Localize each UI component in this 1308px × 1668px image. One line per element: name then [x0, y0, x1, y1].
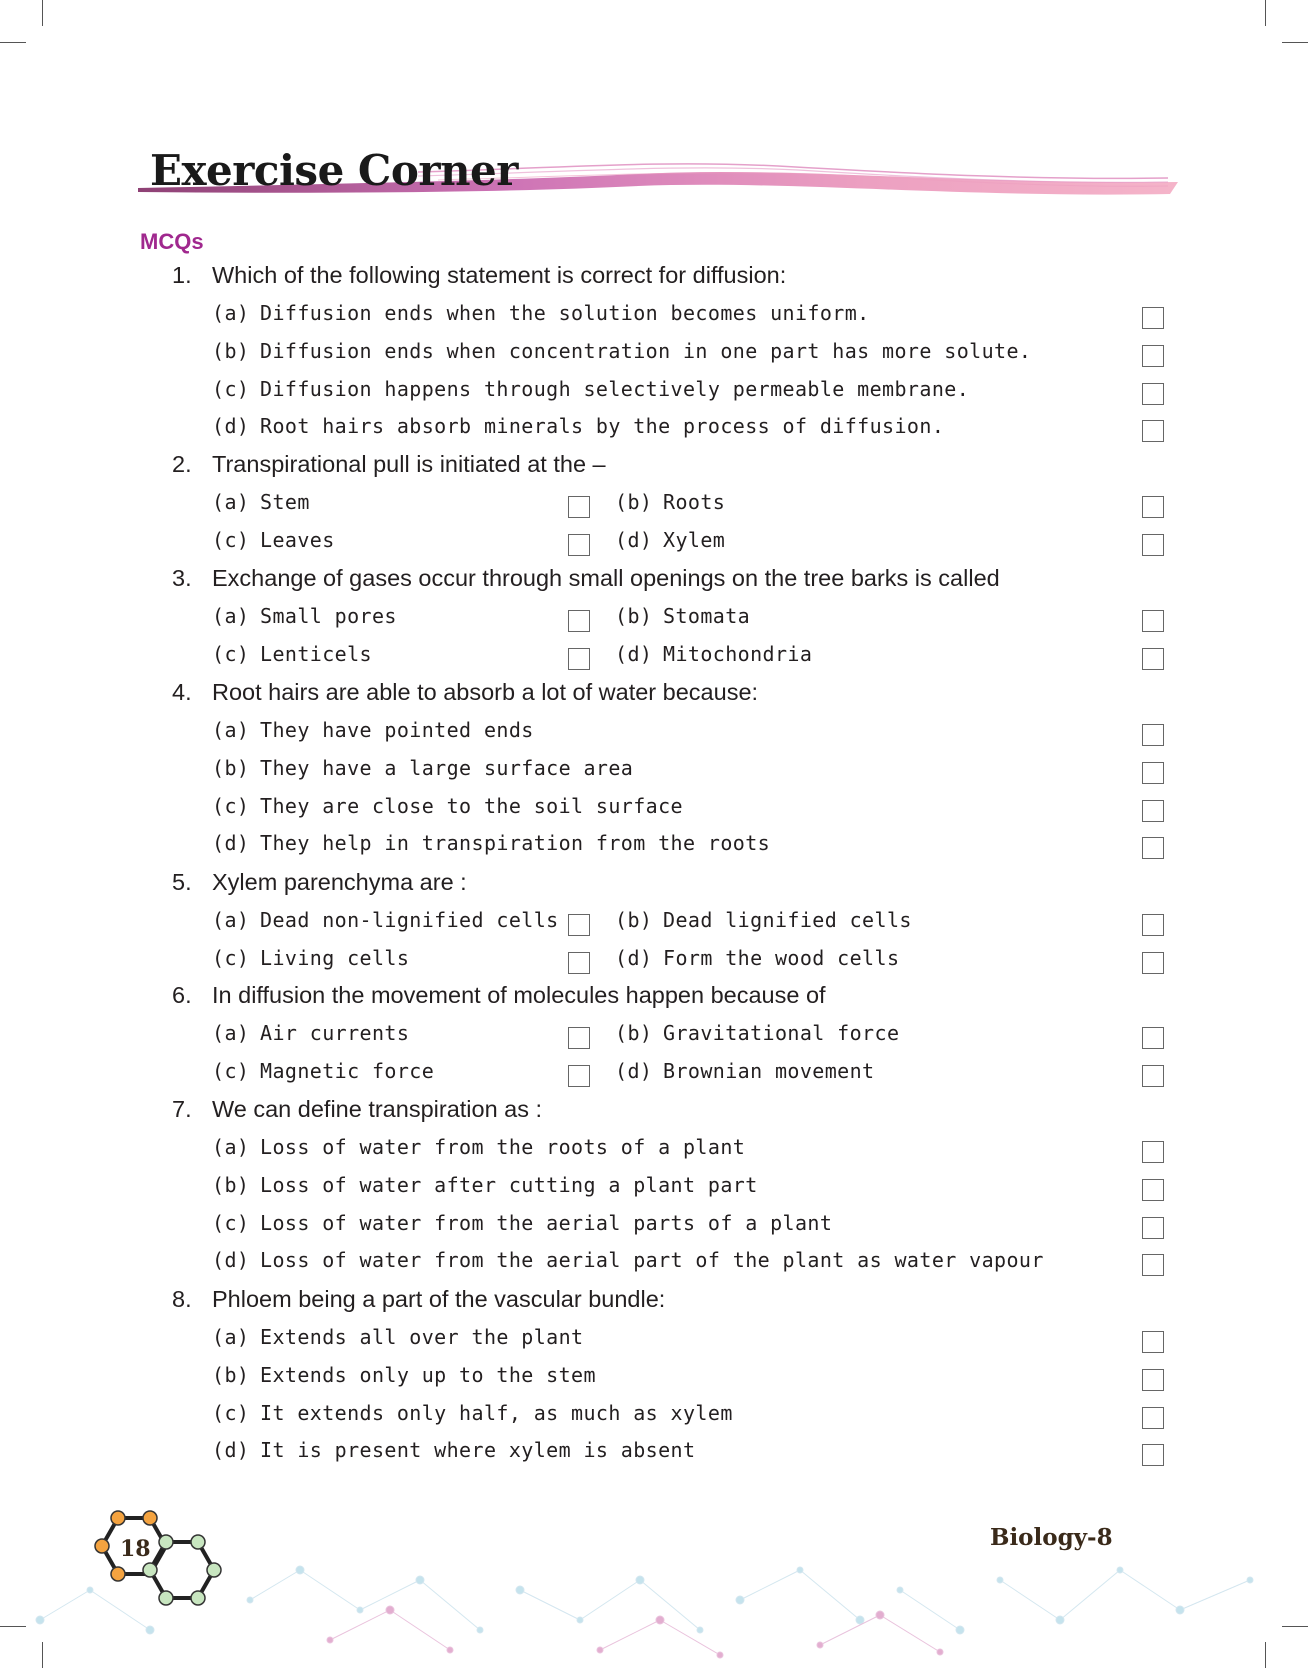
option-text: Dead non-lignified cells	[260, 908, 559, 932]
answer-checkbox[interactable]	[1142, 724, 1164, 746]
option-1-b	[212, 339, 1031, 363]
option-label: (c)	[212, 641, 250, 666]
option-text: Form the wood cells	[663, 945, 900, 970]
crop-mark	[1265, 0, 1266, 26]
option-label: (c)	[212, 376, 250, 401]
option-label: (c)	[212, 1400, 250, 1425]
option-7-b	[212, 1173, 758, 1197]
option-2-c	[212, 528, 335, 552]
option-text: They have a large surface area	[260, 755, 634, 780]
option-label: (d)	[212, 1248, 250, 1273]
option-label: (d)	[615, 527, 653, 552]
answer-checkbox[interactable]	[1142, 1065, 1164, 1087]
answer-checkbox[interactable]	[1142, 345, 1164, 367]
option-text: Leaves	[260, 527, 335, 552]
option-text: It is present where xylem is absent	[260, 1438, 696, 1463]
option-label: (a)	[212, 1325, 250, 1349]
option-label: (a)	[212, 604, 250, 628]
question-number: 5.	[172, 869, 192, 895]
option-label: (b)	[212, 755, 250, 780]
option-label: (d)	[212, 414, 250, 439]
title-banner	[138, 140, 1178, 210]
option-text: Roots	[663, 490, 726, 514]
option-label: (b)	[212, 1172, 250, 1197]
option-text: Extends only up to the stem	[260, 1362, 596, 1387]
answer-checkbox[interactable]	[568, 1065, 590, 1087]
option-text: Brownian movement	[663, 1058, 875, 1083]
option-6-b	[615, 1021, 899, 1045]
option-1-d	[212, 414, 944, 438]
question-7	[172, 1096, 542, 1123]
crop-mark	[1282, 42, 1308, 43]
option-text: Loss of water after cutting a plant part	[260, 1172, 758, 1197]
page-title: Exercise Corner	[150, 146, 518, 195]
option-text: Loss of water from the roots of a plant	[260, 1135, 746, 1159]
option-label: (d)	[615, 1058, 653, 1083]
option-4-b	[212, 756, 633, 780]
option-label: (c)	[212, 1058, 250, 1083]
option-label: (d)	[212, 1438, 250, 1463]
answer-checkbox[interactable]	[568, 648, 590, 670]
answer-checkbox[interactable]	[1142, 307, 1164, 329]
answer-checkbox[interactable]	[1142, 1141, 1164, 1163]
option-text: They have pointed ends	[260, 718, 534, 742]
option-7-a	[212, 1135, 745, 1159]
question-text: In diffusion the movement of molecules happen because of	[212, 982, 826, 1008]
answer-checkbox[interactable]	[1142, 800, 1164, 822]
question-text: Phloem being a part of the vascular bundle:	[212, 1286, 666, 1312]
option-5-c	[212, 946, 409, 970]
option-text: Magnetic force	[260, 1058, 435, 1083]
option-4-d	[212, 831, 770, 855]
option-4-a	[212, 718, 534, 742]
option-3-c	[212, 642, 372, 666]
answer-checkbox[interactable]	[1142, 1369, 1164, 1391]
page-number: 18	[120, 1536, 151, 1562]
answer-checkbox[interactable]	[1142, 648, 1164, 670]
answer-checkbox[interactable]	[1142, 1407, 1164, 1429]
answer-checkbox[interactable]	[568, 1027, 590, 1049]
option-label: (c)	[212, 1210, 250, 1235]
option-label: (b)	[212, 1362, 250, 1387]
option-8-b	[212, 1363, 596, 1387]
question-number: 2.	[172, 451, 192, 477]
option-text: Loss of water from the aerial part of the plant as water vapour	[260, 1248, 1044, 1273]
crop-mark	[0, 42, 26, 43]
option-1-a	[212, 301, 870, 325]
option-text: Mitochondria	[663, 641, 813, 666]
option-label: (a)	[212, 1135, 250, 1159]
hexagon-molecule-icon	[90, 1498, 240, 1608]
option-text: Living cells	[260, 945, 410, 970]
option-label: (d)	[615, 945, 653, 970]
answer-checkbox[interactable]	[1142, 1217, 1164, 1239]
option-label: (d)	[212, 831, 250, 856]
answer-checkbox[interactable]	[568, 914, 590, 936]
question-1	[172, 262, 786, 289]
answer-checkbox[interactable]	[1142, 914, 1164, 936]
answer-checkbox[interactable]	[1142, 1254, 1164, 1276]
question-number: 3.	[172, 565, 192, 591]
option-label: (c)	[212, 945, 250, 970]
option-label: (a)	[212, 718, 250, 742]
answer-checkbox[interactable]	[1142, 952, 1164, 974]
answer-checkbox[interactable]	[1142, 420, 1164, 442]
option-label: (b)	[212, 338, 250, 363]
option-label: (a)	[212, 908, 250, 932]
question-text: Transpirational pull is initiated at the –	[212, 451, 606, 477]
option-7-d	[212, 1248, 1044, 1272]
option-5-b	[615, 908, 912, 932]
option-text: Dead lignified cells	[663, 908, 912, 932]
option-5-a	[212, 908, 559, 932]
question-number: 8.	[172, 1286, 192, 1312]
question-4	[172, 679, 758, 706]
option-text: Lenticels	[260, 641, 372, 666]
option-text: It extends only half, as much as xylem	[260, 1400, 733, 1425]
option-label: (c)	[212, 793, 250, 818]
option-text: Xylem	[663, 527, 726, 552]
option-6-a	[212, 1021, 409, 1045]
section-label: MCQs	[140, 229, 204, 254]
answer-checkbox[interactable]	[1142, 1331, 1164, 1353]
question-text: Xylem parenchyma are :	[212, 869, 467, 895]
option-text: Loss of water from the aerial parts of a plant	[260, 1210, 833, 1235]
option-label: (c)	[212, 527, 250, 552]
question-number: 1.	[172, 262, 192, 288]
option-text: Extends all over the plant	[260, 1325, 584, 1349]
option-text: Air currents	[260, 1021, 410, 1045]
question-6	[172, 982, 826, 1009]
option-text: Stomata	[663, 604, 751, 628]
option-6-d	[615, 1059, 875, 1083]
option-2-d	[615, 528, 725, 552]
option-label: (b)	[615, 604, 653, 628]
option-text: They help in transpiration from the roots	[260, 831, 771, 856]
option-text: They are close to the soil surface	[260, 793, 683, 818]
option-text: Diffusion happens through selectively permeable membrane.	[260, 376, 970, 401]
option-8-c	[212, 1401, 733, 1425]
option-1-c	[212, 377, 969, 401]
answer-checkbox[interactable]	[1142, 383, 1164, 405]
crop-mark	[42, 0, 43, 26]
question-text: Which of the following statement is correct for diffusion:	[212, 262, 787, 288]
option-3-d	[615, 642, 812, 666]
option-label: (b)	[615, 1021, 653, 1045]
answer-checkbox[interactable]	[568, 952, 590, 974]
question-8	[172, 1286, 665, 1313]
option-2-a	[212, 490, 310, 514]
question-number: 7.	[172, 1096, 192, 1122]
option-text: Stem	[260, 490, 310, 514]
answer-checkbox[interactable]	[1142, 496, 1164, 518]
option-3-b	[615, 604, 750, 628]
question-text: Exchange of gases occur through small openings on the tree barks is called	[212, 565, 1000, 591]
question-text: Root hairs are able to absorb a lot of water because:	[212, 679, 759, 705]
option-label: (a)	[212, 490, 250, 514]
option-text: Diffusion ends when the solution becomes uniform.	[260, 301, 870, 325]
option-text: Gravitational force	[663, 1021, 900, 1045]
book-title: Biology-8	[990, 1524, 1113, 1551]
answer-checkbox[interactable]	[1142, 610, 1164, 632]
option-2-b	[615, 490, 725, 514]
option-text: Small pores	[260, 604, 397, 628]
answer-checkbox[interactable]	[568, 496, 590, 518]
question-text: We can define transpiration as :	[212, 1096, 543, 1122]
answer-checkbox[interactable]	[1142, 837, 1164, 859]
question-5	[172, 869, 467, 896]
answer-checkbox[interactable]	[1142, 1179, 1164, 1201]
option-5-d	[615, 946, 899, 970]
option-label: (a)	[212, 1021, 250, 1045]
option-label: (b)	[615, 908, 653, 932]
option-label: (d)	[615, 641, 653, 666]
option-label: (b)	[615, 490, 653, 514]
answer-checkbox[interactable]	[1142, 762, 1164, 784]
question-2	[172, 451, 606, 478]
answer-checkbox[interactable]	[1142, 534, 1164, 556]
answer-checkbox[interactable]	[1142, 1444, 1164, 1466]
option-8-d	[212, 1438, 695, 1462]
answer-checkbox[interactable]	[568, 534, 590, 556]
option-text: Root hairs absorb minerals by the process of diffusion.	[260, 414, 945, 439]
question-number: 6.	[172, 982, 192, 1008]
option-label: (a)	[212, 301, 250, 325]
option-6-c	[212, 1059, 434, 1083]
option-3-a	[212, 604, 397, 628]
option-8-a	[212, 1325, 583, 1349]
option-7-c	[212, 1211, 832, 1235]
question-3	[172, 565, 1000, 592]
option-text: Diffusion ends when concentration in one part has more solute.	[260, 338, 1032, 363]
question-number: 4.	[172, 679, 192, 705]
answer-checkbox[interactable]	[1142, 1027, 1164, 1049]
option-4-c	[212, 794, 683, 818]
answer-checkbox[interactable]	[568, 610, 590, 632]
